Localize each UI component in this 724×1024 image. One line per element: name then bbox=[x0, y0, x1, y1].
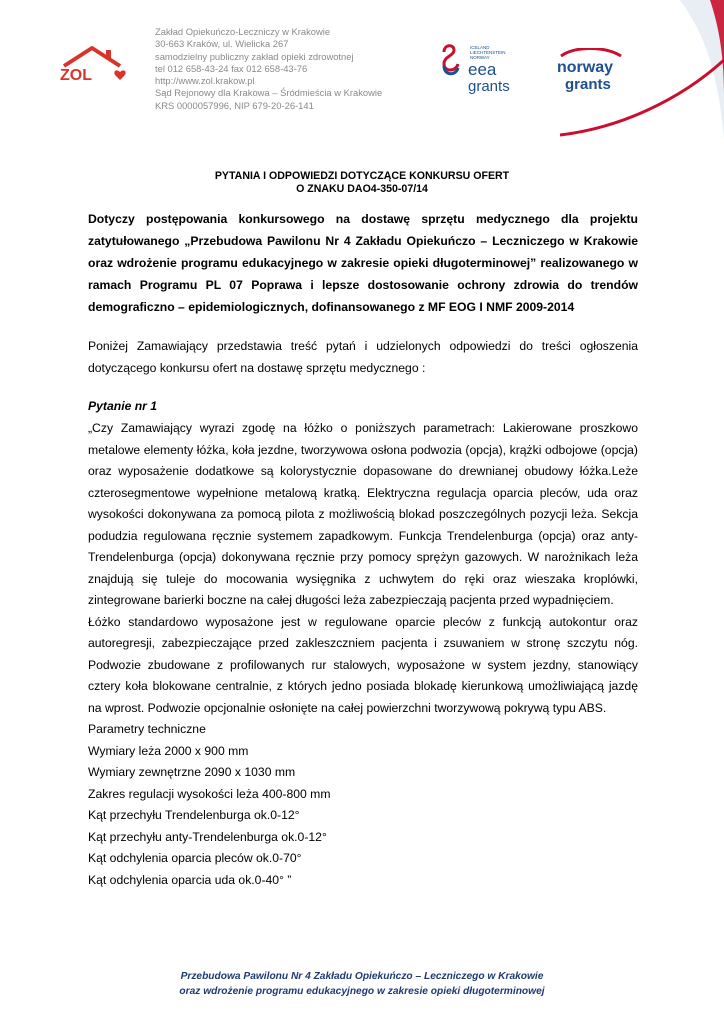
param-item: Kąt odchylenia oparcia uda ok.0-40° ” bbox=[88, 872, 292, 887]
question-body bbox=[88, 418, 638, 891]
svg-text:ICELAND: ICELAND bbox=[470, 45, 490, 50]
document-intro: Poniżej Zamawiający przedstawia treść pytań i udzielonych odpowiedzi do treści ogłoszenia dotyczącego konkursu ofert na dostawę sprzętu medycznego : bbox=[88, 339, 638, 375]
footer-line1: Przebudowa Pawilonu Nr 4 Zakładu Opiekuńczo – Leczniczego w Krakowie bbox=[180, 971, 544, 982]
svg-text:norway: norway bbox=[557, 59, 614, 76]
header-line: Zakład Opiekuńczo-Leczniczy w Krakowie bbox=[155, 26, 331, 37]
param-item: Kąt odchylenia oparcia pleców ok.0-70° bbox=[88, 851, 302, 865]
svg-text:grants: grants bbox=[468, 78, 510, 94]
document-title-line2: O ZNAKU DAO4-350-07/14 bbox=[296, 183, 428, 195]
question-paragraph: „Czy Zamawiający wyrazi zgodę na łóżko o poniższych parametrach: Lakierowane proszkowo metalowe elementy łóżka, koła jezdne, tworzywowa osłona podwozia (opcja), krążki odbojowe (opcja) oraz wyposażenie dodatkowe są kolorystycznie dopasowane do drewnianej obudowy łóżka.Leże czterosegmentowe wypełnione metalową kratką. Elektryczna regulacja oparcia pleców, uda oraz wysokości dokonywana za pomocą pilota z możliwością blokad poszczególnych pozycji leża. Sekcja podudzia regulowana ręcznie systemem zapadkowym. Funkcja Trendelenburga (opcja) oraz anty-Trendelenburga (opcja) dokonywana ręcznie przy pomocy sprężyn gazowych. W narożnikach leża znajdują się tuleje do mocowania wysięgnika z uchwytem do ręki oraz wieszaka kroplówki, zintegrowane barierki boczne na całej długości leża zabezpieczają pacjenta przed wypadnięciem. bbox=[88, 421, 638, 607]
eea-grants-logo bbox=[440, 42, 536, 94]
header-line: Sąd Rejonowy dla Krakowa – Śródmieścia w Krakowie bbox=[155, 87, 383, 99]
param-item: Kąt przechyłu Trendelenburga ok.0-12° bbox=[88, 808, 300, 822]
document-subject: Dotyczy postępowania konkursowego na dostawę sprzętu medycznego dla projektu zatytułowanego „Przebudowa Pawilonu Nr 4 Zakładu Opiekuńczo – Leczniczego w Krakowie oraz wdrożenie programu edukacyjnego w zakresie opieki długoterminowej” realizowanego w ramach Programu PL 07 Poprawa i lepsze dostosowanie ochrony zdrowia do trendów demograficzno – epidemiologicznych, dofinansowanego z MF EOG I NMF 2009-2014 bbox=[88, 212, 638, 314]
param-item: Zakres regulacji wysokości leża 400-800 mm bbox=[88, 786, 331, 801]
param-item: Wymiary leża 2000 x 900 mm bbox=[88, 743, 249, 758]
document-title-line1: PYTANIA I ODPOWIEDZI DOTYCZĄCE KONKURSU OFERT bbox=[214, 170, 510, 182]
svg-text:LIECHTENSTEIN: LIECHTENSTEIN bbox=[470, 50, 506, 55]
header-line: samodzielny publiczny zakład opieki zdrowotnej bbox=[155, 50, 354, 62]
param-item: Wymiary zewnętrzne 2090 x 1030 mm bbox=[88, 765, 296, 779]
question-title: Pytanie nr 1 bbox=[88, 399, 158, 413]
footer-line2: oraz wdrożenie programu edukacyjnego w zakresie opieki długoterminowej bbox=[179, 986, 545, 997]
params-heading: Parametry techniczne bbox=[88, 722, 206, 736]
norway-grants-logo bbox=[555, 48, 635, 94]
svg-text:eea: eea bbox=[468, 60, 497, 79]
header-line: http://www.zol.krakow.pl bbox=[155, 75, 255, 87]
header-line: KRS 0000057996, NIP 679-20-26-141 bbox=[155, 99, 314, 111]
zol-logo-text: ZOL bbox=[60, 67, 92, 84]
header-address-block bbox=[155, 26, 382, 112]
svg-text:NORWAY: NORWAY bbox=[470, 55, 490, 60]
question-paragraph: Łóżko standardowo wyposażone jest w regulowane oparcie pleców z funkcją autokontur oraz autoregresji, zabezpieczające przed zakleszczniem pacjenta i zsuwaniem w stronę szczytu nóg. Podwozie zbudowane z profilowanych rur stalowych, wyposażone w system jezdny, stanowiący cztery koła blokowane centralnie, z których jedno posiada blokadę kierunkową umożliwiającą jazdę na wprost. Podwozie opcjonalnie osłonięte na całej powierzchni tworzywową pokrywą typu ABS. bbox=[88, 614, 638, 715]
param-item: Kąt przechyłu anty-Trendelenburga ok.0-12° bbox=[88, 829, 327, 844]
svg-text:grants: grants bbox=[565, 76, 611, 93]
heart-icon bbox=[114, 70, 125, 80]
header-line: tel 012 658-43-24 fax 012 658-43-76 bbox=[155, 62, 308, 74]
header-line: 30-663 Kraków, ul. Wielicka 267 bbox=[155, 38, 289, 50]
zol-logo bbox=[58, 44, 130, 84]
